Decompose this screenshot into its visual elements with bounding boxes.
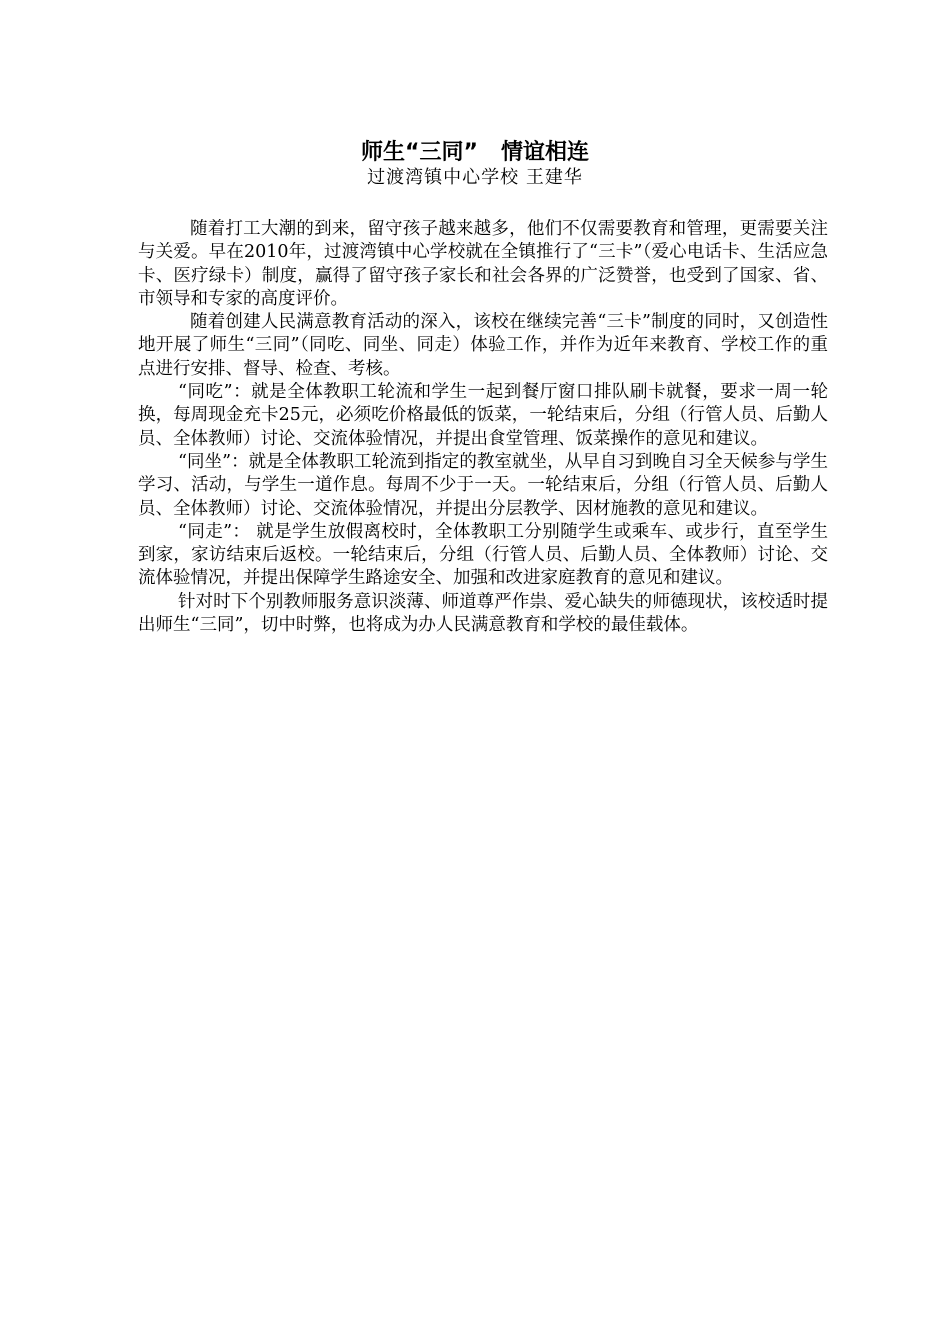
paragraph-three-together: 随着创建人民满意教育活动的深入，该校在继续完善“三卡”制度的同时，又创造性地开展了师生“三同”（同吃、同坐、同走）体验工作，并作为近年来教育、学校工作的重点进行安排、督导、检查、考核。 — [138, 312, 828, 379]
article-byline: 过渡湾镇中心学校 王建华 — [367, 167, 583, 188]
article-title: 师生“三同” 情谊相连 — [361, 140, 589, 165]
paragraph-walk-together: “同走”： 就是学生放假离校时，全体教职工分别随学生或乘车、或步行，直至学生到家，家访结束后返校。一轮结束后，分组（行管人员、后勤人员、全体教师）讨论、交流体验情况，并提出保障学生路途安全、加强和改进家庭教育的意见和建议。 — [138, 521, 828, 589]
paragraph-sit-together: “同坐”：就是全体教职工轮流到指定的教室就坐，从早自习到晚自习全天候参与学生学习、活动，与学生一道作息。每周不少于一天。一轮结束后，分组（行管人员、后勤人员、全体教师）讨论、交流体验情况，并提出分层教学、因材施教的意见和建议。 — [138, 451, 828, 519]
paragraph-conclusion: 针对时下个别教师服务意识淡薄、师道尊严作祟、爱心缺失的师德现状，该校适时提出师生“三同”，切中时弊，也将成为办人民满意教育和学校的最佳载体。 — [138, 591, 828, 636]
paragraph-eat-together: “同吃”：就是全体教职工轮流和学生一起到餐厅窗口排队刷卡就餐，要求一周一轮换，每周现金充卡25元，必须吃价格最低的饭菜，一轮结束后，分组（行管人员、后勤人员、全体教师）讨论、交流体验情况，并提出食堂管理、饭菜操作的意见和建议。 — [138, 382, 828, 449]
paragraph-intro: 随着打工大潮的到来，留守孩子越来越多，他们不仅需要教育和管理，更需要关注与关爱。早在2010年，过渡湾镇中心学校就在全镇推行了“三卡”（爱心电话卡、生活应急卡、医疗绿卡）制度，赢得了留守孩子家长和社会各界的广泛赞誉，也受到了国家、省、市领导和专家的高度评价。 — [138, 219, 828, 309]
article-body — [138, 218, 828, 637]
